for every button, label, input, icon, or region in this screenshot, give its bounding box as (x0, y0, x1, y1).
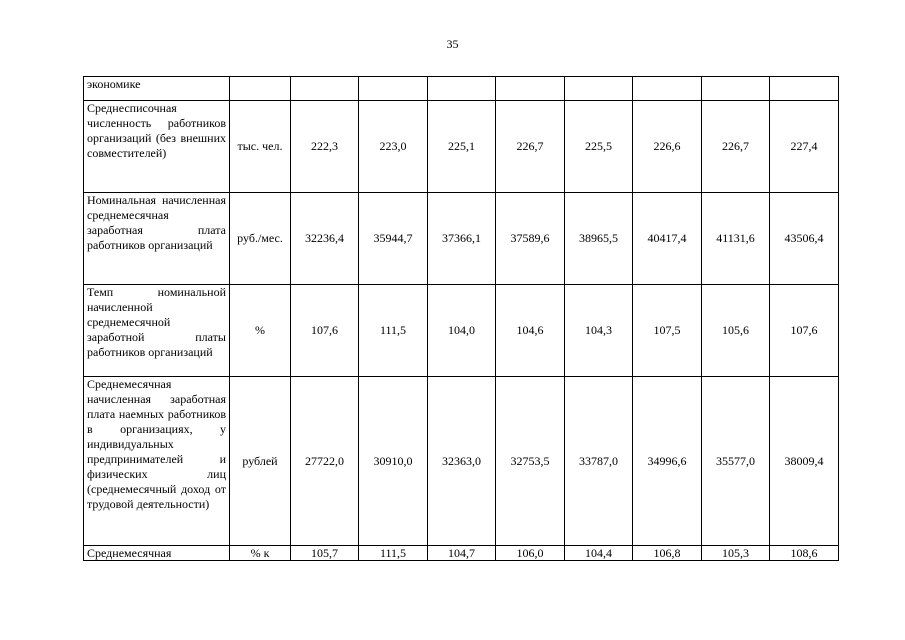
row-label: Среднемесячная начисленная заработная плата наемных работников в организациях, у индивидуальных предпринимателей и физических лиц (среднемесячный доход от трудовой деятельности) (84, 377, 230, 546)
row-value (291, 77, 359, 101)
row-value: 32236,4 (291, 193, 359, 285)
row-value: 226,7 (496, 101, 565, 193)
row-value: 27722,0 (291, 377, 359, 546)
row-value: 37366,1 (428, 193, 496, 285)
row-value: 104,0 (428, 285, 496, 377)
row-value: 105,7 (291, 546, 359, 561)
row-value: 222,3 (291, 101, 359, 193)
row-value (633, 77, 702, 101)
row-value: 35944,7 (359, 193, 428, 285)
row-value (359, 77, 428, 101)
row-value (770, 77, 839, 101)
row-label: Среднемесячная (84, 546, 230, 561)
row-value: 107,5 (633, 285, 702, 377)
row-unit: % (230, 285, 291, 377)
row-value: 104,4 (565, 546, 633, 561)
row-label: Номинальная начисленная среднемесячная заработная плата работников организаций (84, 193, 230, 285)
row-value: 104,6 (496, 285, 565, 377)
row-value: 32753,5 (496, 377, 565, 546)
row-value: 37589,6 (496, 193, 565, 285)
row-value: 33787,0 (565, 377, 633, 546)
page-number: 35 (446, 37, 459, 51)
row-value: 104,7 (428, 546, 496, 561)
row-value: 30910,0 (359, 377, 428, 546)
row-value (428, 77, 496, 101)
row-unit (230, 77, 291, 101)
row-value: 43506,4 (770, 193, 839, 285)
row-value: 38965,5 (565, 193, 633, 285)
row-value (702, 77, 770, 101)
row-value: 223,0 (359, 101, 428, 193)
row-unit: % к (230, 546, 291, 561)
row-value: 226,6 (633, 101, 702, 193)
row-value: 225,5 (565, 101, 633, 193)
row-value: 34996,6 (633, 377, 702, 546)
row-value: 105,6 (702, 285, 770, 377)
row-value: 107,6 (291, 285, 359, 377)
row-value: 227,4 (770, 101, 839, 193)
table-row (84, 285, 839, 377)
table-row (84, 546, 839, 561)
row-value: 108,6 (770, 546, 839, 561)
row-value: 111,5 (359, 285, 428, 377)
row-value: 111,5 (359, 546, 428, 561)
row-value: 106,8 (633, 546, 702, 561)
table-row (84, 377, 839, 546)
row-value: 226,7 (702, 101, 770, 193)
row-value: 107,6 (770, 285, 839, 377)
row-unit: рублей (230, 377, 291, 546)
row-value: 35577,0 (702, 377, 770, 546)
row-value: 32363,0 (428, 377, 496, 546)
statistics-table (83, 76, 839, 561)
row-value: 225,1 (428, 101, 496, 193)
row-value: 38009,4 (770, 377, 839, 546)
row-label: экономике (84, 77, 230, 101)
row-label: Среднесписочная численность работников организаций (без внешних совместителей) (84, 101, 230, 193)
row-value: 104,3 (565, 285, 633, 377)
row-unit: тыс. чел. (230, 101, 291, 193)
table-row (84, 193, 839, 285)
row-unit: руб./мес. (230, 193, 291, 285)
table-row (84, 101, 839, 193)
table-body (84, 77, 839, 561)
row-value: 105,3 (702, 546, 770, 561)
table-row (84, 77, 839, 101)
row-label: Темп номинальной начисленной среднемесячной заработной платы работников организаций (84, 285, 230, 377)
row-value: 41131,6 (702, 193, 770, 285)
row-value: 106,0 (496, 546, 565, 561)
row-value: 40417,4 (633, 193, 702, 285)
row-value (496, 77, 565, 101)
row-value (565, 77, 633, 101)
